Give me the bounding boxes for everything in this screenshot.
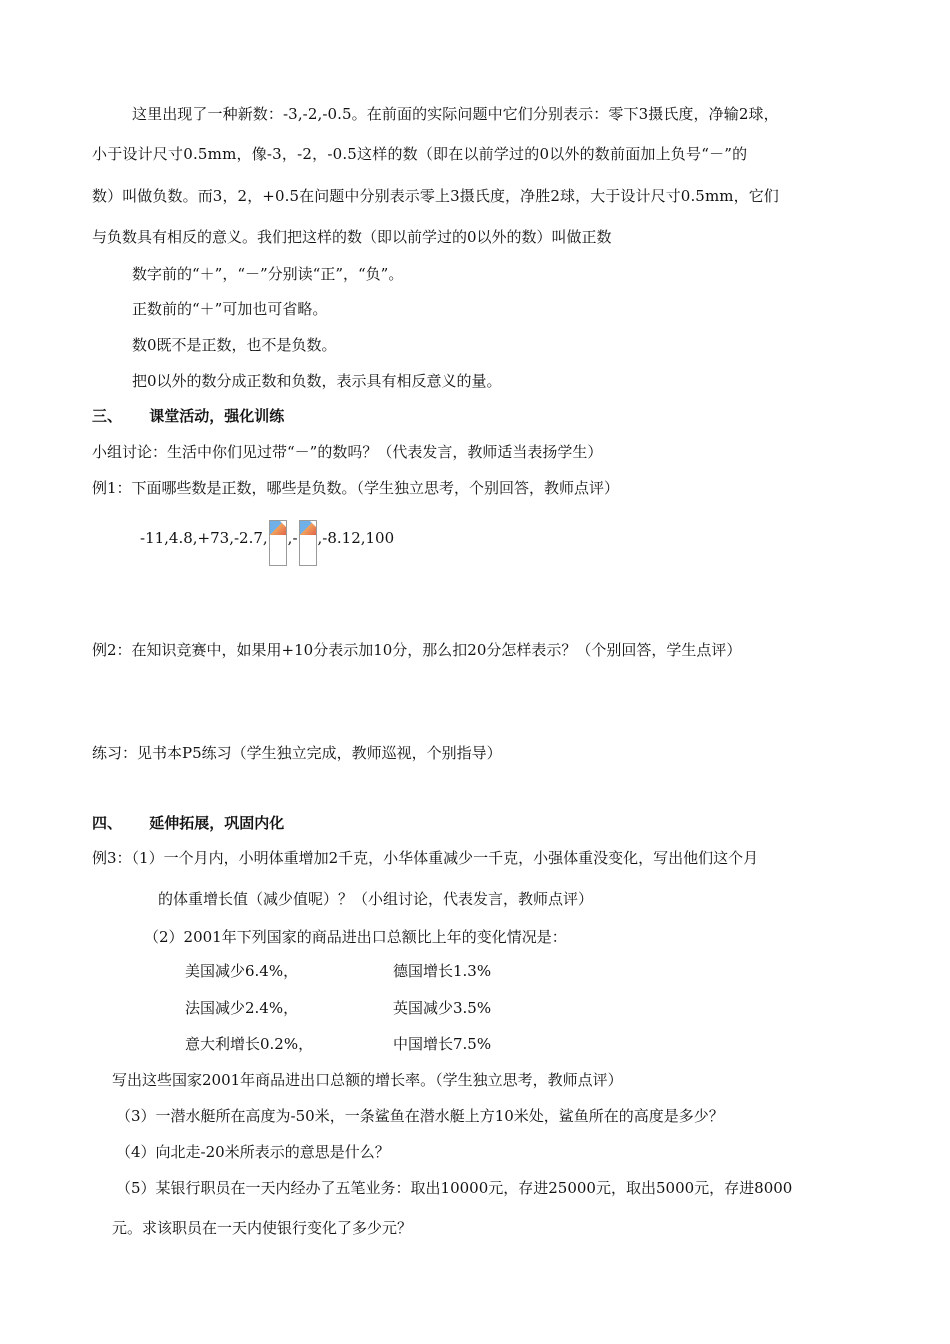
paragraph-line: 与负数具有相反的意义。我们把这样的数（即以前学过的0以外的数）叫做正数 <box>92 228 612 246</box>
paragraph-line: 数）叫做负数。而3，2，+0.5在问题中分别表示零上3摄氏度，净胜2球，大于设计尺寸0.5mm，它们 <box>92 187 779 205</box>
rule-line: 数0既不是正数，也不是负数。 <box>132 336 337 354</box>
table-cell: 法国减少2.4%， <box>185 999 299 1017</box>
section-number: 四、 <box>92 814 123 832</box>
group-discussion: 小组讨论：生活中你们见过带“－”的数吗？（代表发言，教师适当表扬学生） <box>92 443 603 461</box>
table-cell: 美国减少6.4%， <box>185 962 299 980</box>
practice: 练习：见书本P5练习（学生独立完成，教师巡视，个别指导） <box>92 744 502 762</box>
example-1: 例1：下面哪些数是正数，哪些是负数。（学生独立思考，个别回答，教师点评） <box>92 479 620 497</box>
question-2-task: 写出这些国家2001年商品进出口总额的增长率。（学生独立思考，教师点评） <box>112 1071 623 1089</box>
broken-image-icon <box>299 520 317 566</box>
broken-image-icon <box>269 520 287 566</box>
rule-line: 数字前的“＋”，“－”分别读“正”，“负”。 <box>132 265 404 283</box>
example-2: 例2：在知识竞赛中，如果用+10分表示加10分，那么扣20分怎样表示？（个别回答，学生点评） <box>92 641 742 659</box>
rule-line: 正数前的“＋”可加也可省略。 <box>132 300 328 318</box>
numbers-text: -11,4.8,+73,-2.7, <box>140 529 268 547</box>
paragraph-line: 小于设计尺寸0.5mm，像-3，-2，-0.5这样的数（即在以前学过的0以外的数前面加上负号“－”的 <box>92 145 748 163</box>
section-number: 三、 <box>92 407 123 425</box>
section-heading <box>92 813 284 833</box>
rule-line: 把0以外的数分成正数和负数，表示具有相反意义的量。 <box>132 372 502 390</box>
example-3-line: 例3：（1）一个月内，小明体重增加2千克，小华体重减少一千克，小强体重没变化，写出他们这个月 <box>92 849 759 867</box>
numbers-text: ,-8.12,100 <box>317 529 395 547</box>
section-title: 课堂活动，强化训练 <box>149 407 285 425</box>
question-2-intro: （2）2001年下列国家的商品进出口总额比上年的变化情况是： <box>144 928 567 946</box>
table-cell: 中国增长7.5% <box>393 1035 492 1053</box>
section-heading <box>92 406 284 426</box>
example-3-line: 的体重增长值（减少值呢）？（小组讨论，代表发言，教师点评） <box>158 890 594 908</box>
table-cell: 德国增长1.3% <box>393 962 492 980</box>
question-5-line: （5）某银行职员在一天内经办了五笔业务：取出10000元，存进25000元，取出5000元，存进8000 <box>116 1179 793 1197</box>
example-1-numbers <box>140 516 394 562</box>
section-title: 延伸拓展，巩固内化 <box>149 814 285 832</box>
question-3: （3）一潜水艇所在高度为-50米，一条鲨鱼在潜水艇上方10米处，鲨鱼所在的高度是多少？ <box>116 1107 724 1125</box>
numbers-text: ,- <box>287 529 298 547</box>
paragraph-line: 这里出现了一种新数：-3,-2,-0.5。在前面的实际问题中它们分别表示：零下3摄氏度，净输2球， <box>132 105 779 123</box>
question-4: （4）向北走-20米所表示的意思是什么？ <box>116 1143 390 1161</box>
table-cell: 意大利增长0.2%， <box>185 1035 314 1053</box>
question-5-line: 元。求该职员在一天内使银行变化了多少元？ <box>112 1219 413 1237</box>
table-cell: 英国减少3.5% <box>393 999 492 1017</box>
